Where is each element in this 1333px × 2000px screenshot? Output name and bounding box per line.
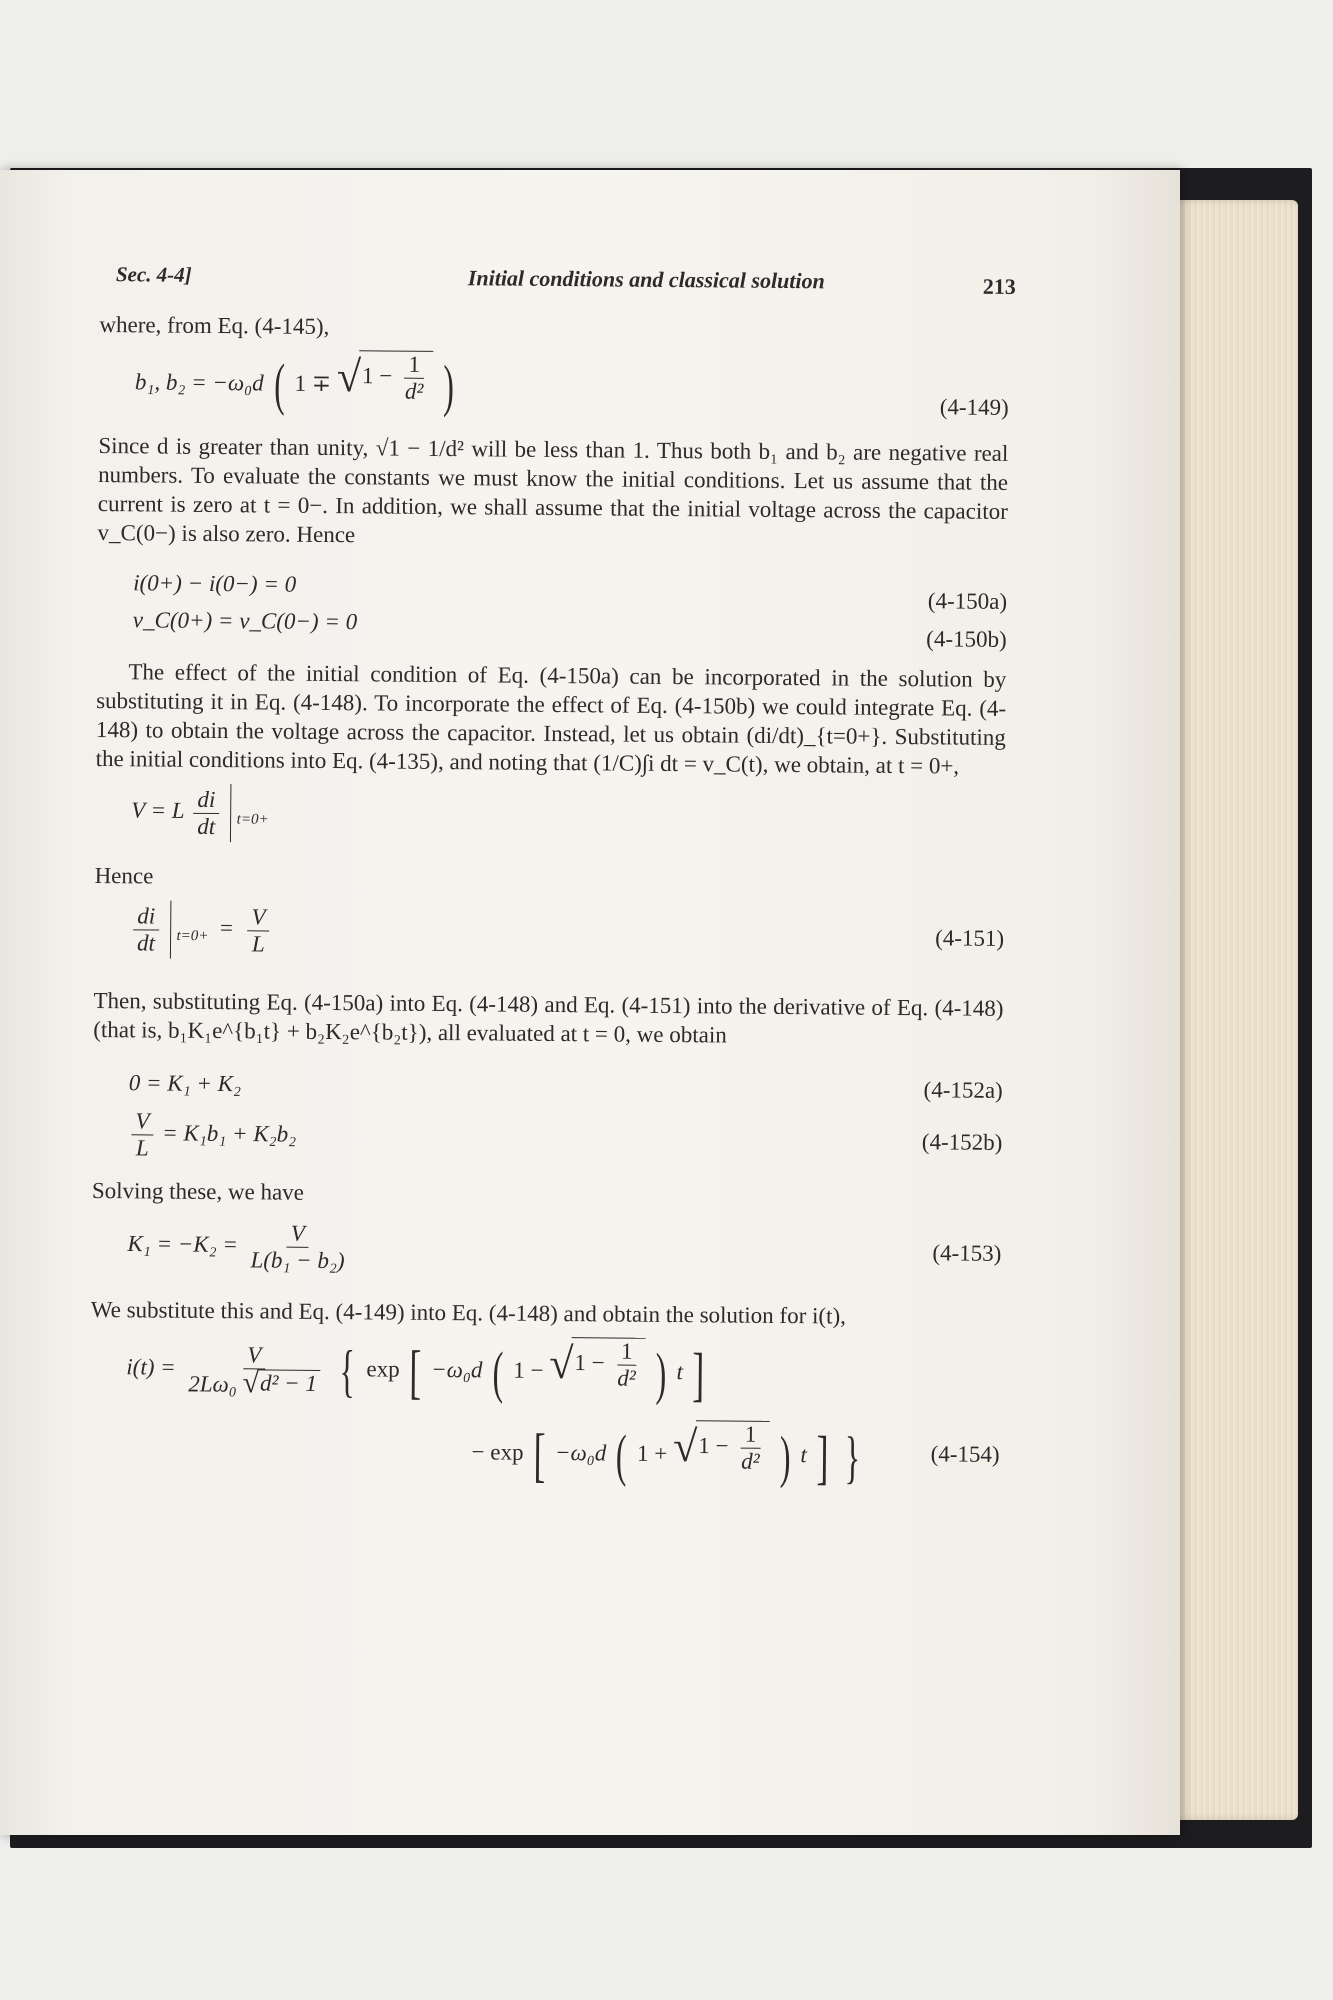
- eq-number-4-149: (4-149): [939, 394, 1009, 420]
- eq154-t-2: t: [800, 1442, 807, 1468]
- eq149-num: 1: [404, 351, 424, 378]
- eq151-rhs-num: V: [247, 904, 269, 931]
- eq-number-4-150a: (4-150a): [927, 588, 1008, 614]
- eq152a-expr: 0 = K₁ + K₂: [128, 1069, 242, 1096]
- fraction: [133, 903, 159, 956]
- eq154-root-inner-1: 1 −: [574, 1350, 605, 1376]
- paragraph-effect: The effect of the initial condition of Eq. (4-150a) can be incorporated in the solution by substituting it in Eq. (4-148). To incorporate the effect of Eq. (4-150b) we could integrate Eq. (4-148) to obtain the voltage across the capacitor. Instead, let us obtain (di/dt)_{t=0+}. Substituting the initial conditions into Eq. (4-135), and noting that (1/C)∫i dt = v_C(t), we obtain, at t = 0+,: [95, 659, 1007, 779]
- eq152b-den: L: [135, 1134, 149, 1160]
- paragraph-substituting: Then, substituting Eq. (4-150a) into Eq. (4-148) and Eq. (4-151) into the derivative of Eq. (4-148) (that is, b₁K₁e^{b₁t} + b₂K₂e^{b₂t}), all evaluated at t = 0, we obtain: [93, 987, 1004, 1048]
- right-bracket: ]: [816, 1424, 829, 1491]
- left-bracket: [: [532, 1421, 546, 1488]
- fraction: [401, 351, 428, 404]
- eq-number-4-150b: (4-150b): [926, 626, 1007, 652]
- left-bracket: [: [409, 1338, 422, 1405]
- eq154-lhs: i(t) =: [126, 1354, 176, 1380]
- fraction: [193, 786, 219, 839]
- eq154-dsq-2: d²: [741, 1448, 760, 1474]
- eq153-den: L(b₁ − b₂): [250, 1246, 345, 1273]
- eq152b-num: V: [131, 1108, 153, 1135]
- eq151-num: di: [133, 903, 159, 930]
- fraction: [246, 1220, 349, 1274]
- eq-number-4-151: (4-151): [935, 925, 1005, 951]
- right-bracket: ]: [692, 1341, 706, 1408]
- eq154-inner2-sign: 1 +: [637, 1440, 668, 1467]
- sqrt-symbol: √ d² − 1: [242, 1369, 320, 1397]
- eq152b-rhs: = K₁b₁ + K₂b₂: [162, 1119, 297, 1147]
- fraction: [613, 1339, 640, 1392]
- eq-number-4-153: (4-153): [932, 1240, 1002, 1266]
- eq153-num: V: [287, 1220, 309, 1247]
- equation-4-151: $\frac{di}{dt}$ $_{t=0+}$ = $\frac{V}{L}$ (4-151): [94, 890, 1005, 976]
- eq151-rhs-den: L: [251, 930, 265, 956]
- eq151-den: dt: [136, 929, 156, 956]
- eq153-lhs: K₁ = −K₂ =: [127, 1230, 239, 1257]
- eq154-inner1-pre: −ω₀d: [431, 1357, 483, 1383]
- eq154-dsq-1: d²: [617, 1365, 636, 1391]
- paragraph-substitute-solution: We substitute this and Eq. (4-149) into Eq. (4-148) and obtain the solution for i(t),: [90, 1296, 847, 1329]
- running-head: [100, 260, 1016, 308]
- page-content: [89, 260, 1016, 1496]
- eq-number-4-152b: (4-152b): [921, 1129, 1003, 1155]
- eq149-inner: 1 −: [361, 362, 393, 388]
- sqrt-symbol: √ 1 − $\frac{1}{\text{d²}}$: [549, 1337, 646, 1392]
- eq-number-4-154: (4-154): [930, 1441, 1000, 1467]
- eqV-num: di: [193, 786, 219, 813]
- book-page-edges: [1170, 200, 1298, 1820]
- eq149-lhs: b₁, b₂ = −ω₀d: [134, 368, 264, 396]
- left-brace: {: [338, 1337, 355, 1404]
- right-paren: ): [655, 1340, 667, 1406]
- eq150a-expr: i(0+) − i(0−) = 0: [133, 569, 297, 597]
- eq149-den: d²: [404, 378, 424, 404]
- eq154-num: V: [243, 1342, 265, 1369]
- evaluation-bar: [230, 784, 232, 842]
- right-paren: ): [443, 353, 455, 419]
- equation-4-154-line1: [90, 1324, 1001, 1416]
- chapter-title: Initial conditions and classical solution: [467, 265, 825, 294]
- eq154-one-1: 1: [617, 1339, 637, 1366]
- fraction: [247, 904, 270, 957]
- page-number: 213: [982, 273, 1016, 299]
- eq-number-4-152a: (4-152a): [923, 1077, 1003, 1103]
- equation-4-149: [99, 339, 1010, 429]
- right-brace: }: [844, 1424, 861, 1490]
- paragraph-solving: Solving these, we have: [91, 1177, 305, 1205]
- book-page: [0, 170, 1180, 1835]
- left-paren: (: [492, 1339, 504, 1405]
- eq154-exp1: exp: [366, 1356, 400, 1382]
- paragraph-initial-conditions: Since d is greater than unity, √1 − 1/d² will be less than 1. Thus both b₁ and b₂ are negative real numbers. To evaluate the constants we must know the initial conditions. Let us assume that the current is zero at t = 0−. In addition, we shall assume that the initial voltage across the capacitor v_C(0−) is also zero. Hence: [97, 432, 1009, 548]
- left-paren: (: [616, 1422, 628, 1488]
- paragraph-hence: Hence: [94, 862, 154, 889]
- eq154-den-root: d² − 1: [257, 1370, 320, 1398]
- eq154-root-inner-2: 1 −: [698, 1433, 729, 1459]
- sqrt-symbol: √ 1 − $\frac{1}{\text{d²}}$: [337, 350, 434, 405]
- equation-4-154-line2: [89, 1408, 1000, 1496]
- paragraph-intro: where, from Eq. (4-145),: [99, 311, 330, 340]
- evaluation-bar: [170, 901, 172, 959]
- eq150b-expr: v_C(0+) = v_C(0−) = 0: [132, 606, 358, 634]
- equation-4-153: [91, 1205, 1002, 1293]
- right-paren: ): [779, 1423, 791, 1489]
- eq151-eval: t=0+: [176, 927, 209, 945]
- eq154-inner2-pre: −ω₀d: [554, 1440, 607, 1466]
- equation-4-150b: [97, 599, 1007, 652]
- left-paren: (: [273, 351, 285, 417]
- eqV-den: dt: [197, 813, 216, 839]
- fraction: [737, 1422, 764, 1475]
- sqrt-symbol: √ 1 − $\frac{1}{\text{d²}}$: [673, 1420, 770, 1475]
- equation-4-152b: [92, 1102, 1003, 1174]
- eq154-exp2: − exp: [471, 1439, 524, 1465]
- eq154-one-2: 1: [741, 1422, 761, 1449]
- eq154-inner1-sign: 1 −: [513, 1357, 544, 1384]
- eqV-lhs: V = L: [131, 797, 185, 824]
- eq149-sign: 1 ∓: [294, 370, 332, 396]
- eqV-eval: t=0+: [236, 811, 269, 828]
- eq154-t-1: t: [676, 1359, 684, 1385]
- section-label: Sec. 4-4]: [115, 262, 192, 287]
- fraction: [184, 1342, 324, 1399]
- fraction: [131, 1108, 154, 1161]
- eq154-den-pre: 2Lω₀: [188, 1371, 237, 1397]
- equation-v-ldidt: [95, 773, 1006, 859]
